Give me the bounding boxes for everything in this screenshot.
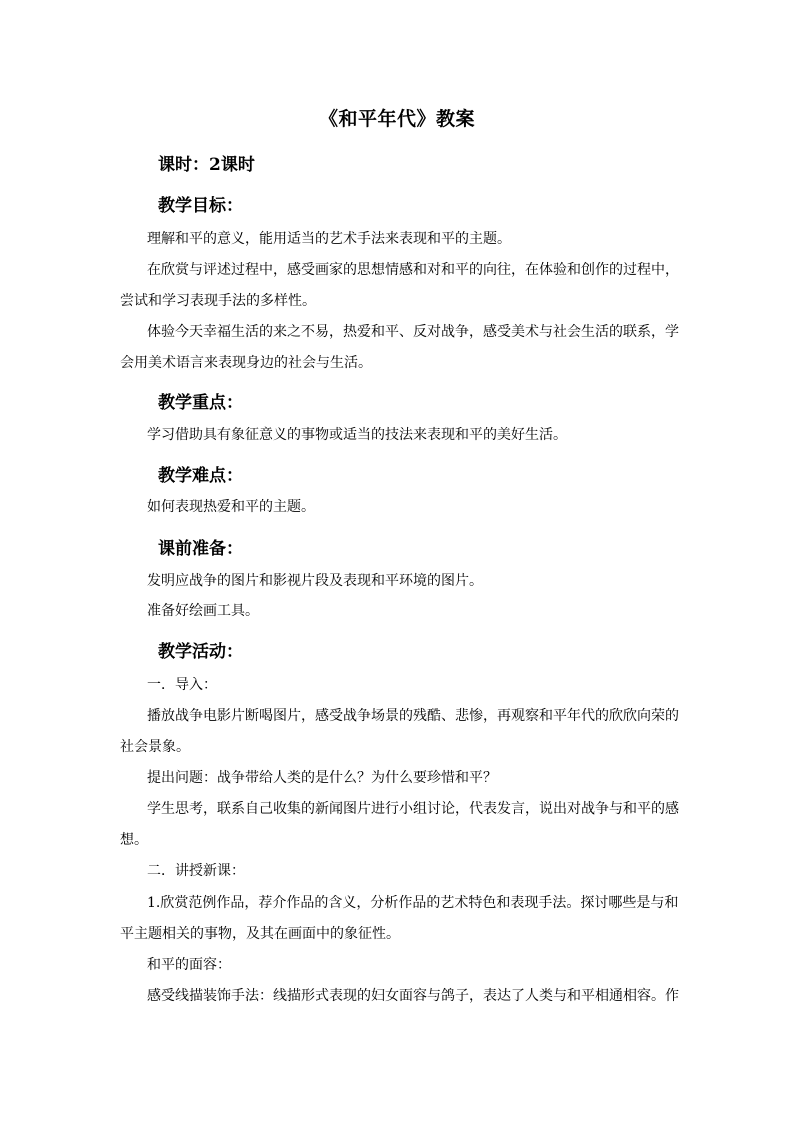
goal-line: 理解和平的意义，能用适当的艺术手法来表现和平的主题。 (147, 231, 511, 247)
goal-line: 会用美术语言来表现身边的社会与生活。 (120, 355, 372, 371)
document-title: 《和平年代》教案 (318, 108, 475, 130)
activity-line: 平主题相关的事物，及其在画面中的象征性。 (120, 926, 400, 942)
goal-line: 尝试和学习表现手法的多样性。 (120, 293, 316, 309)
goal-line: 体验今天幸福生活的来之不易，热爱和平、反对战争，感受美术与社会生活的联系，学 (147, 324, 679, 340)
activity-line: 1.欣赏范例作品，荐介作品的含义，分析作品的艺术特色和表现手法。探讨哪些是与和 (147, 895, 679, 911)
goal-line: 在欣赏与评述过程中，感受画家的思想情感和对和平的向往，在体验和创作的过程中， (147, 262, 679, 278)
activity-line: 一．导入： (147, 677, 217, 693)
activity-line: 社会景象。 (120, 739, 190, 755)
activity-line: 二．讲授新课： (147, 863, 245, 879)
activity-line: 学生思考，联系自己收集的新闻图片进行小组讨论，代表发言，说出对战争与和平的感 (147, 801, 679, 817)
activity-heading: 教学活动： (158, 642, 243, 662)
activity-line: 感受线描装饰手法：线描形式表现的妇女面容与鸽子，表达了人类与和平相通相容。作 (147, 988, 679, 1004)
goals-heading: 教学目标： (158, 196, 243, 216)
activity-line: 想。 (120, 832, 148, 848)
difficulty-heading: 教学难点： (158, 466, 243, 486)
preparation-heading: 课前准备： (158, 539, 243, 559)
class-hours: 课时：2课时 (158, 155, 255, 175)
key-points-text: 学习借助具有象征意义的事物或适当的技法来表现和平的美好生活。 (147, 427, 567, 443)
difficulty-text: 如何表现热爱和平的主题。 (147, 499, 315, 515)
preparation-line: 准备好绘画工具。 (147, 603, 259, 619)
preparation-line: 发明应战争的图片和影视片段及表现和平环境的图片。 (147, 573, 483, 589)
key-points-heading: 教学重点： (158, 393, 243, 413)
activity-line: 提出问题：战争带给人类的是什么？为什么要珍惜和平？ (147, 770, 497, 786)
activity-line: 和平的面容： (147, 957, 231, 973)
activity-line: 播放战争电影片断喝图片，感受战争场景的残酷、悲惨，再观察和平年代的欣欣向荣的 (147, 708, 679, 724)
